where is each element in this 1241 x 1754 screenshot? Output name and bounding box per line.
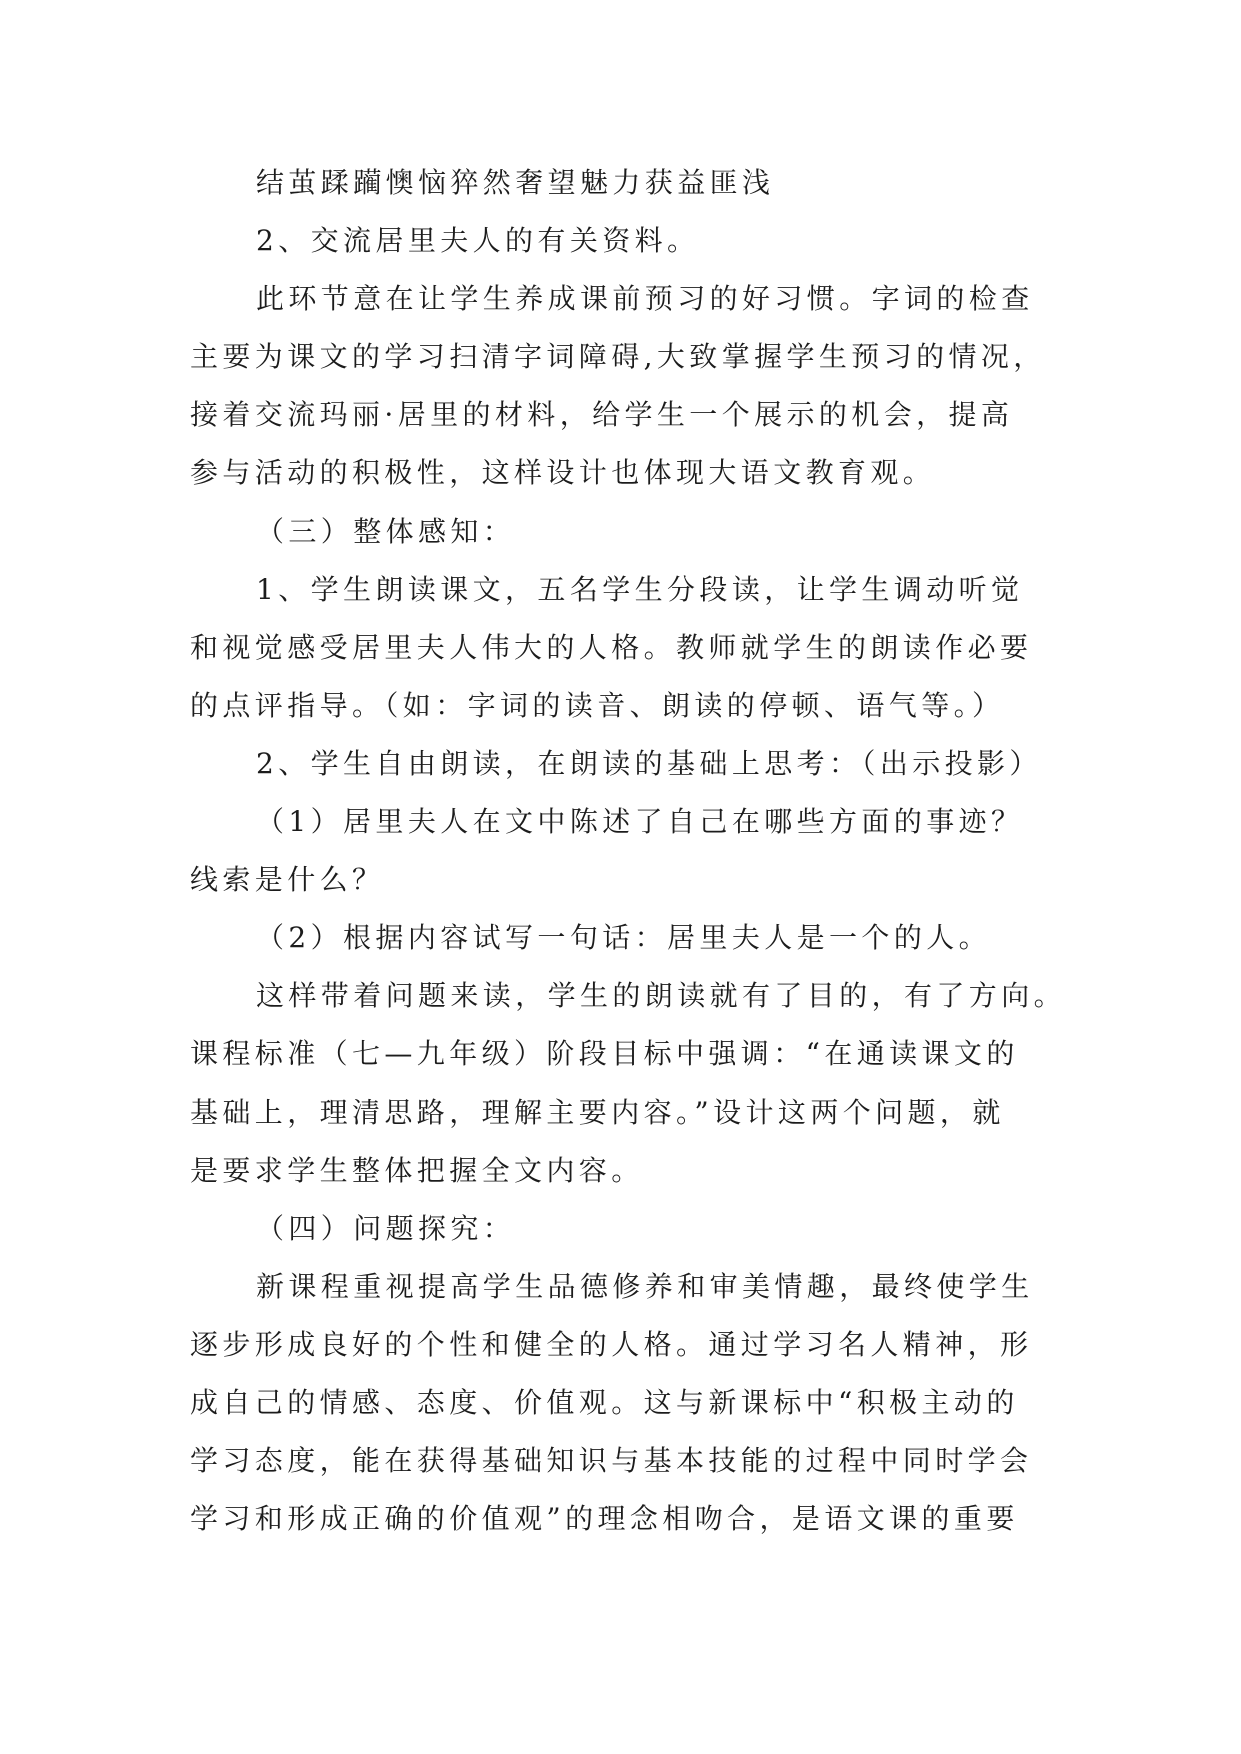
section-heading: （四）问题探究： <box>256 1211 516 1245</box>
question-line: （2）根据内容试写一句话：居里夫人是一个的人。 <box>256 921 992 955</box>
paragraph-line: 1、学生朗读课文，五名学生分段读，让学生调动听觉 <box>256 572 1024 606</box>
paragraph-line: 这样带着问题来读，学生的朗读就有了目的，有了方向。 <box>256 979 1067 1013</box>
paragraph-line: 此环节意在让学生养成课前预习的好习惯。字词的检查 <box>256 282 1034 316</box>
paragraph-line: 主要为课文的学习扫清字词障碍,大致掌握学生预习的情况， <box>190 340 1046 374</box>
paragraph-line: 新课程重视提高学生品德修养和审美情趣，最终使学生 <box>256 1269 1034 1303</box>
paragraph-line: 的点评指导。（如：字词的读音、朗读的停顿、语气等。） <box>190 688 1005 722</box>
paragraph-line: 2、交流居里夫人的有关资料。 <box>256 224 700 258</box>
paragraph-line: 和视觉感受居里夫人伟大的人格。教师就学生的朗读作必要 <box>190 630 1033 664</box>
paragraph-line: 课程标准（七—九年级）阶段目标中强调：“在通读课文的 <box>190 1037 1019 1071</box>
vocabulary-line: 结茧蹂躏懊恼猝然奢望魅力获益匪浅 <box>256 166 775 199</box>
paragraph-line: 逐步形成良好的个性和健全的人格。通过学习名人精神，形 <box>190 1327 1033 1361</box>
paragraph-line: 2、学生自由朗读，在朗读的基础上思考：（出示投影） <box>256 746 1042 780</box>
paragraph-line: 基础上，理清思路，理解主要内容。”设计这两个问题，就 <box>190 1095 1005 1129</box>
question-line: （1）居里夫人在文中陈述了自己在哪些方面的事迹？ <box>256 805 1024 839</box>
section-heading: （三）整体感知： <box>256 514 516 548</box>
paragraph-line: 接着交流玛丽·居里的材料，给学生一个展示的机会，提高 <box>190 398 1014 432</box>
paragraph-line: 成自己的情感、态度、价值观。这与新课标中“积极主动的 <box>190 1385 1019 1419</box>
paragraph-line: 学习态度，能在获得基础知识与基本技能的过程中同时学会 <box>190 1444 1033 1478</box>
paragraph-line: 是要求学生整体把握全文内容。 <box>190 1153 644 1187</box>
question-line: 线索是什么？ <box>190 863 385 897</box>
paragraph-line: 学习和形成正确的价值观”的理念相吻合，是语文课的重要 <box>190 1502 1019 1536</box>
paragraph-line: 参与活动的积极性，这样设计也体现大语文教育观。 <box>190 456 936 490</box>
document-body <box>190 154 1090 1548</box>
